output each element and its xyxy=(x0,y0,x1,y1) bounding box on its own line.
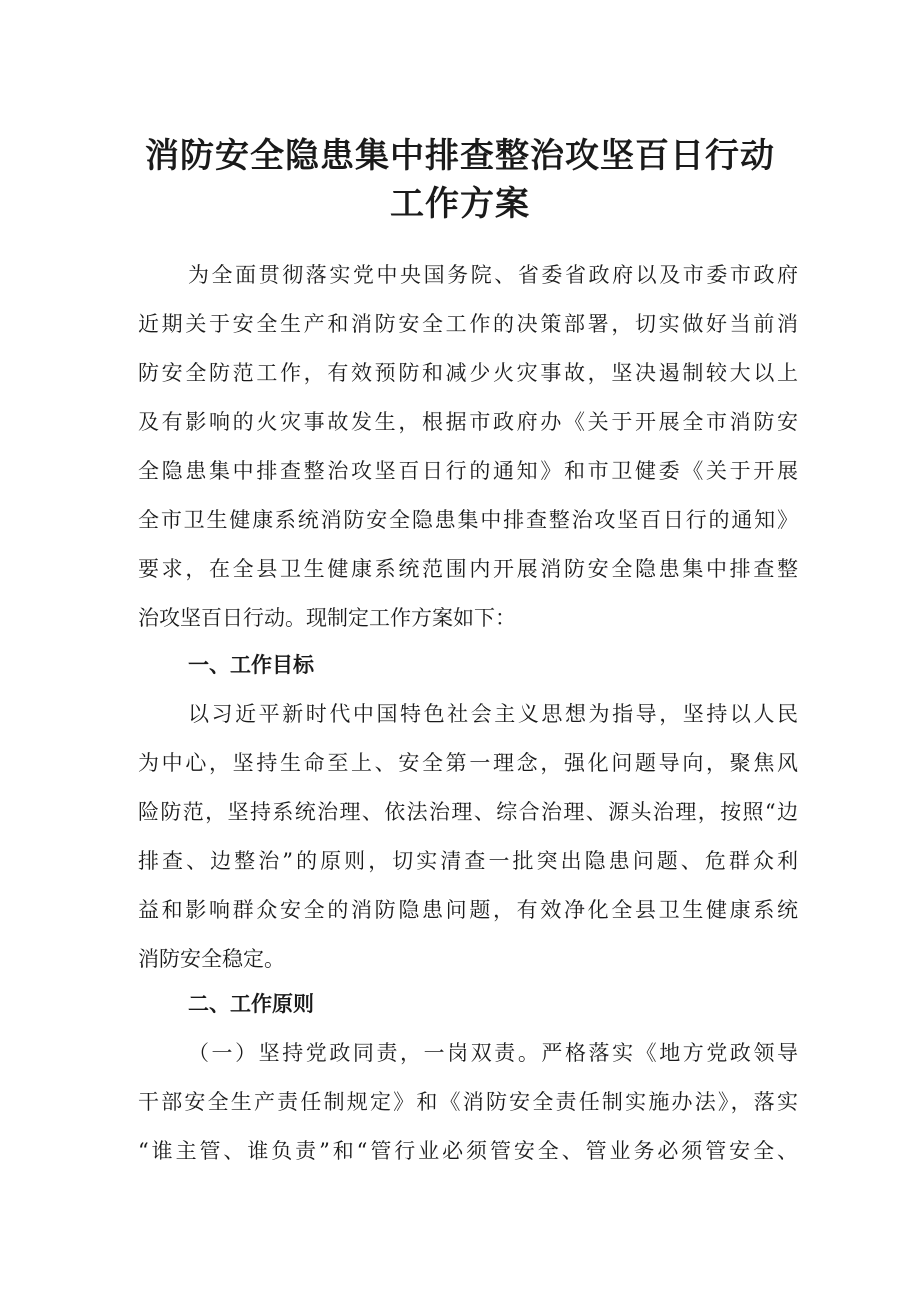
intro-line: 及有影响的火灾事故发生，根据市政府办《关于开展全市消防安 xyxy=(138,410,798,434)
intro-line: 为全面贯彻落实党中央国务院、省委省政府以及市委市政府 xyxy=(188,263,798,287)
section1-line: 排查、边整治”的原则，切实清查一批突出隐患问题、危群众利 xyxy=(138,849,798,873)
section2-line: 干部安全生产责任制规定》和《消防安全责任制实施办法》，落实 xyxy=(138,1090,798,1114)
section1-line: 为中心，坚持生命至上、安全第一理念，强化问题导向，聚焦风 xyxy=(138,751,798,775)
intro-line: 全隐患集中排查整治攻坚百日行的通知》和市卫健委《关于开展 xyxy=(138,459,798,483)
document-title-line2: 工作方案 xyxy=(390,184,530,224)
section1-line: 益和影响群众安全的消防隐患问题，有效净化全县卫生健康系统 xyxy=(138,898,798,922)
document-title-line1: 消防安全隐患集中排查整治攻坚百日行动 xyxy=(145,136,775,176)
section1-line: 险防范，坚持系统治理、依法治理、综合治理、源头治理，按照“边 xyxy=(138,800,798,824)
section1-line: 以习近平新时代中国特色社会主义思想为指导，坚持以人民 xyxy=(188,702,798,726)
section2-heading: 二、工作原则 xyxy=(188,992,314,1016)
intro-line: 防安全防范工作，有效预防和减少火灾事故，坚决遏制较大以上 xyxy=(138,361,798,385)
section2-line: “谁主管、谁负责”和“管行业必须管安全、管业务必须管安全、 xyxy=(138,1139,798,1163)
intro-line: 全市卫生健康系统消防安全隐患集中排查整治攻坚百日行的通知》 xyxy=(138,508,798,532)
section1-heading: 一、工作目标 xyxy=(188,653,314,677)
intro-line: 治攻坚百日行动。现制定工作方案如下： xyxy=(138,606,516,630)
intro-line: 要求，在全县卫生健康系统范围内开展消防安全隐患集中排查整 xyxy=(138,557,798,581)
intro-line: 近期关于安全生产和消防安全工作的决策部署，切实做好当前消 xyxy=(138,312,798,336)
section2-line: （一）坚持党政同责，一岗双责。严格落实《地方党政领导 xyxy=(188,1041,798,1065)
section1-line: 消防安全稳定。 xyxy=(138,947,285,971)
